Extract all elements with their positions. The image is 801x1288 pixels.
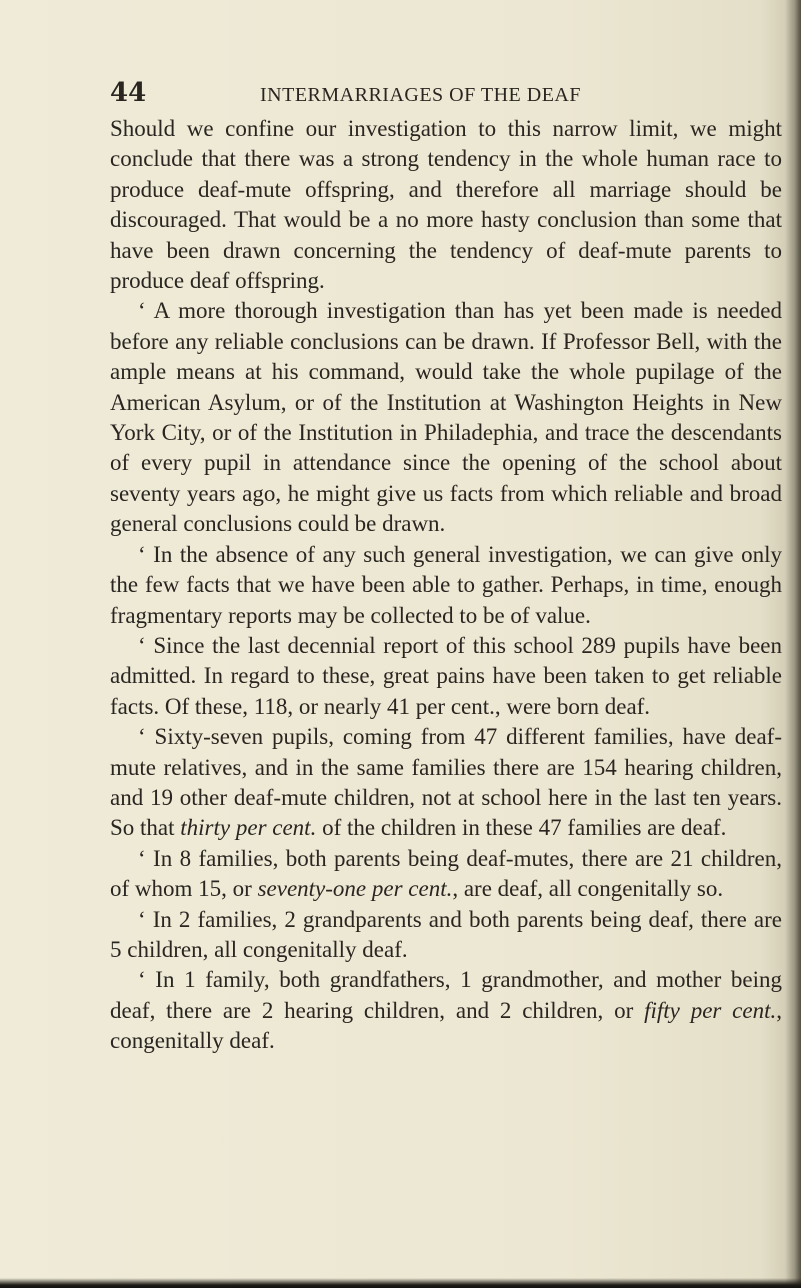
page-number: 44 bbox=[110, 78, 147, 108]
paragraph-4: ‘ Since the last decennial report of this school 289 pupils have been admitted. In regard to these, great pains have been taken to get reliable facts. Of these, 118, or nearly 41 per cent., were born deaf. bbox=[110, 632, 782, 719]
paragraph-5: ‘ Sixty-seven pupils, coming from 47 different families, have deaf-mute relatives, and in the same families there are 154 hearing children, and 19 other deaf-mute children, not at school here in the last ten years. So that thirty per cent. of the children in these 47 families are deaf. bbox=[110, 724, 782, 841]
italic-phrase: fifty per cent. bbox=[644, 997, 777, 1023]
page-header bbox=[110, 78, 770, 108]
body-text bbox=[110, 114, 782, 1057]
page-bottom-edge bbox=[0, 1278, 801, 1288]
running-head: INTERMARRIAGES OF THE DEAF bbox=[260, 84, 581, 106]
paragraph-6: ‘ In 8 families, both parents being deaf-mutes, there are 21 children, of whom 15, or seventy-one per cent., are deaf, all congenitally so. bbox=[110, 845, 782, 902]
paragraph-3: ‘ In the absence of any such general investigation, we can give only the few facts that we have been able to gather. Perhaps, in time, enough fragmentary reports may be collected to be of value. bbox=[110, 541, 782, 628]
paragraph-7: ‘ In 2 families, 2 grandparents and both parents being deaf, there are 5 children, all congenitally deaf. bbox=[110, 906, 782, 962]
italic-phrase: thirty per cent. bbox=[180, 815, 317, 841]
paragraph-2: ‘ A more thorough investigation than has yet been made is needed before any reliable conclusions can be drawn. If Professor Bell, with the ample means at his command, would take the whole pupilage of the American Asylum, or of the Institution at Washington Heights in New York City, or of the Institution in Philadephia, and trace the descendants of every pupil in attendance since the opening of the school about seventy years ago, he might give us facts from which reliable and broad general conclusions could be drawn. bbox=[110, 298, 782, 537]
page-edge-shadow bbox=[785, 0, 801, 1288]
italic-phrase: seventy-one per cent. bbox=[257, 876, 453, 902]
paragraph-1: Should we confine our investigation to this narrow limit, we might conclude that there was a strong tendency in the whole human race to produce deaf-mute offspring, and therefore all marriage should be discouraged. That would be a no more hasty conclusion than some that have been drawn concerning the tendency of deaf-mute parents to produce deaf offspring. bbox=[110, 116, 782, 294]
paragraph-8: ‘ In 1 family, both grandfathers, 1 grandmother, and mother being deaf, there are 2 hearing children, and 2 children, or fifty per cent., congenitally deaf. bbox=[110, 967, 782, 1054]
